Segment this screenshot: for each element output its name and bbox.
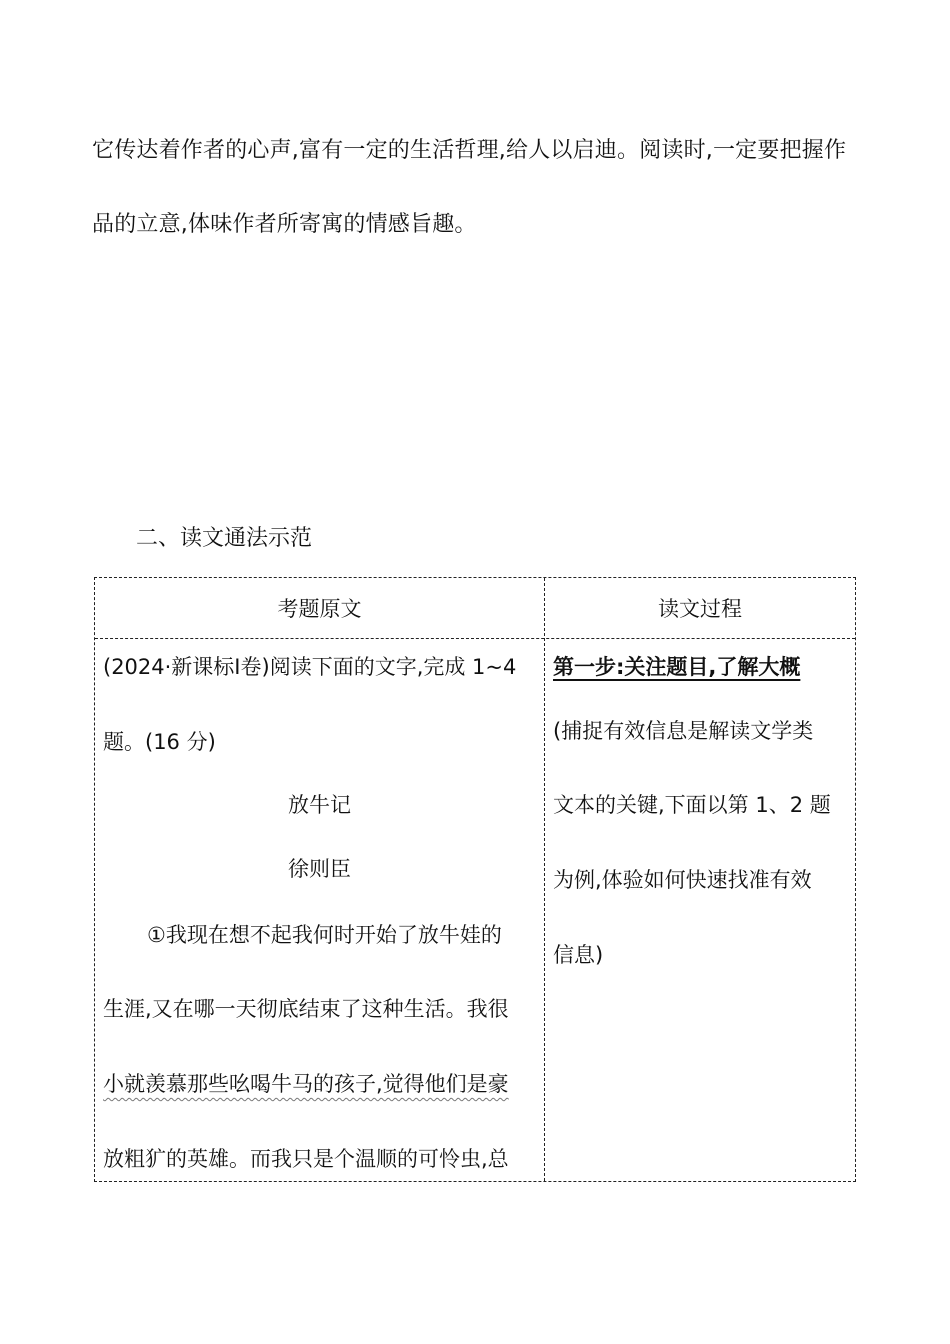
intro-line-1: 它传达着作者的心声,富有一定的生活哲理,给人以启迪。阅读时,一定要把握作	[92, 138, 847, 163]
passage-line-2: 生涯,又在哪一天彻底结束了这种生活。我很	[103, 997, 509, 1021]
step-note-line-3: 为例,体验如何快速找准有效	[553, 868, 812, 892]
intro-line-2: 品的立意,体味作者所寄寓的情感旨趣。	[92, 212, 477, 237]
passage-title: 放牛记	[288, 793, 351, 817]
step-note-line-1: (捕捉有效信息是解读文学类	[553, 719, 814, 743]
header-reading-process: 读文过程	[658, 597, 742, 621]
header-original-text: 考题原文	[277, 597, 362, 621]
step-note-line-4: 信息)	[553, 943, 604, 967]
passage-line-1: ①我现在想不起我何时开始了放牛娃的	[147, 923, 502, 947]
reading-method-table	[94, 577, 856, 1182]
section-heading: 二、读文通法示范	[136, 526, 313, 551]
question-intro-line-2: 题。(16 分)	[103, 730, 216, 754]
passage-line-3: 小就羡慕那些吆喝牛马的孩子,觉得他们是豪	[103, 1072, 509, 1096]
passage-author: 徐则臣	[288, 857, 351, 881]
passage-line-4: 放粗犷的英雄。而我只是个温顺的可怜虫,总	[103, 1147, 509, 1171]
step-one-title: 第一步:关注题目,了解大概	[553, 655, 801, 679]
question-intro-line-1: (2024·新课标Ⅰ卷)阅读下面的文字,完成 1~4	[103, 655, 517, 679]
header-divider	[95, 638, 855, 639]
column-divider	[544, 578, 545, 1181]
step-note-line-2: 文本的关键,下面以第 1、2 题	[553, 793, 831, 817]
